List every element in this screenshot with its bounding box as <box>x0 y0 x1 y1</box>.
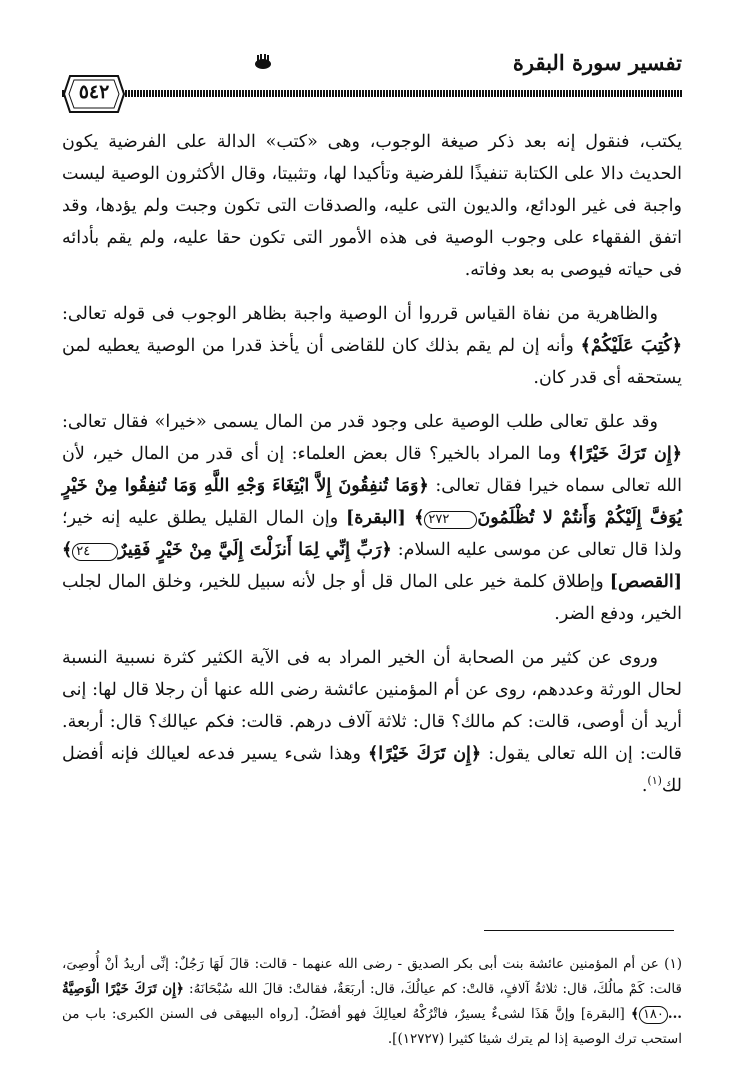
flower-ornament-icon <box>254 54 272 70</box>
text-run: وقد علق تعالى طلب الوصية على وجود قدر من المال يسمى «خيرا» فقال تعالى: <box>62 412 658 432</box>
text-run: وهذا شىء يسير فدعه لعيالك فإنه أفضل لك <box>62 744 682 796</box>
text-run: [البقرة] وإنَّ هَذَا لشىءٌ يسيرٌ، فاتْرُكْهُ لعيالِكَ فهو أفضَلُ. [رواه البيهقى فى السنن الكبرى: باب من استحب ترك الوصية إذا لم يترك شيئا كثيرا (١٢٧٢٧)]. <box>62 1005 682 1047</box>
quran-verse: ﴿إِن تَرَكَ خَيْرًا الْوَصِيَّةُ ... <box>62 980 682 1022</box>
text-run: والظاهرية من نفاة القياس قرروا أن الوصية واجبة بظاهر الوجوب فى قوله تعالى: <box>62 304 658 324</box>
quran-verse: ﴿إِن تَرَكَ خَيْرًا﴾ <box>568 444 682 464</box>
paragraph <box>62 298 682 394</box>
quran-verse: ﴾ <box>624 1005 639 1022</box>
paragraph <box>62 126 682 286</box>
footnotes <box>62 938 682 1065</box>
text-run: (١) عن أم المؤمنين عائشة بنت أبى بكر الصديق - رضى الله عنهما - قالت: قالَ لَهَا رَجُلٌ: إنِّى أريدُ أنْ أُوصِىَ، قالت: كَمْ مالُكَ، قال: ثلاثةُ آلافٍ، قالتْ: كم عيالُكَ، قال: أربَعَةٌ، فقالتْ: قالَ الله سُبْحَانَهُ: <box>62 955 682 997</box>
sura-reference: [القصص] <box>609 572 682 592</box>
text-run: يكتب، فنقول إنه بعد ذكر صيغة الوجوب، وهى «كتب» الدالة على الفرضية يكون الحديث دالا على الكتابة تنفيذًا للفرضية وتأكيدا لها، وتثبيتا، وقال الأكثرون الوصية ليست واجبة فى غير الودائع، والديون التى عليه، والصدقات التى تكون وجبت ولم يؤدها، وقد اتفق الفقهاء على وجوب الوصية فى هذه الأمور التى تكون حقا عليه، ولم يقم بأدائه فى حياته فيوصى به بعد وفاته. <box>62 132 682 280</box>
sura-reference: [البقرة] <box>346 508 406 528</box>
paragraph <box>62 642 682 802</box>
footnote-separator <box>484 930 674 931</box>
paragraph <box>62 406 682 630</box>
page-header <box>62 44 682 114</box>
text-run: وما المراد بالخير؟ قال بعض العلماء: إن أى قدر من المال خير، لأن الله تعالى سماه خيرا فقال تعالى: <box>62 444 682 496</box>
text-run: وأنه إن لم يقم بذلك كان للقاضى أن يأخذ قدرا من الوصية يعطيه لمن يستحقه أى قدر كان. <box>62 336 682 388</box>
text-run: وإطلاق كلمة خير على المال قل أو جل لأنه سبيل للخير، وخلق المال لجلب الخير، ودفع الضر. <box>62 572 682 624</box>
quran-verse: ﴿رَبِّ إِنِّي لِمَا أَنزَلْتَ إِلَيَّ مِنْ خَيْرٍ فَقِيرٌ <box>118 540 392 560</box>
page-number-badge <box>62 72 126 116</box>
ayah-number: ٢٤ <box>72 543 118 561</box>
footnote-marker: (١) <box>647 774 662 788</box>
running-title: تفسير سورة البقرة <box>512 50 682 75</box>
page-number: ٥٤٢ <box>78 81 110 103</box>
quran-verse: ﴿كُتِبَ عَلَيْكُمْ﴾ <box>580 336 682 356</box>
ayah-number: ١٨٠ <box>639 1006 668 1024</box>
text-run: وإن المال القليل يطلق عليه إنه خير؛ ولذا قال تعالى عن موسى عليه السلام: <box>62 508 682 560</box>
footnote <box>62 952 682 1052</box>
quran-verse: ﴿إِن تَرَكَ خَيْرًا﴾ <box>368 744 482 764</box>
text-run: وروى عن كثير من الصحابة أن الخير المراد به فى الآية الكثير كثرة نسبية النسبة لحال الورثة وعددهم، روى عن أم المؤمنين عائشة رضى الله عنها أن رجلا قال لها: إنى أريد أن أوصى، قالت: كم مالك؟ قال: ثلاثة آلاف درهم. قالت: فكم عيالك؟ قال: أربعة. قالت: إن الله تعالى يقول: <box>62 648 682 764</box>
quran-verse: ﴾ <box>405 508 425 528</box>
quran-verse: ﴾ <box>62 540 73 560</box>
header-rule <box>62 90 682 97</box>
quran-verse: ﴿وَمَا تُنفِقُونَ إِلاَّ ابْتِغَاءَ وَجْهِ اللَّهِ وَمَا تُنفِقُوا مِنْ خَيْرٍ يُوَفَّ إِلَيْكُمْ وَأَنتُمْ لا تُظْلَمُونَ <box>62 476 682 528</box>
main-text <box>62 126 682 814</box>
text-run: . <box>641 776 648 796</box>
ayah-number: ٢٧٢ <box>424 511 477 529</box>
